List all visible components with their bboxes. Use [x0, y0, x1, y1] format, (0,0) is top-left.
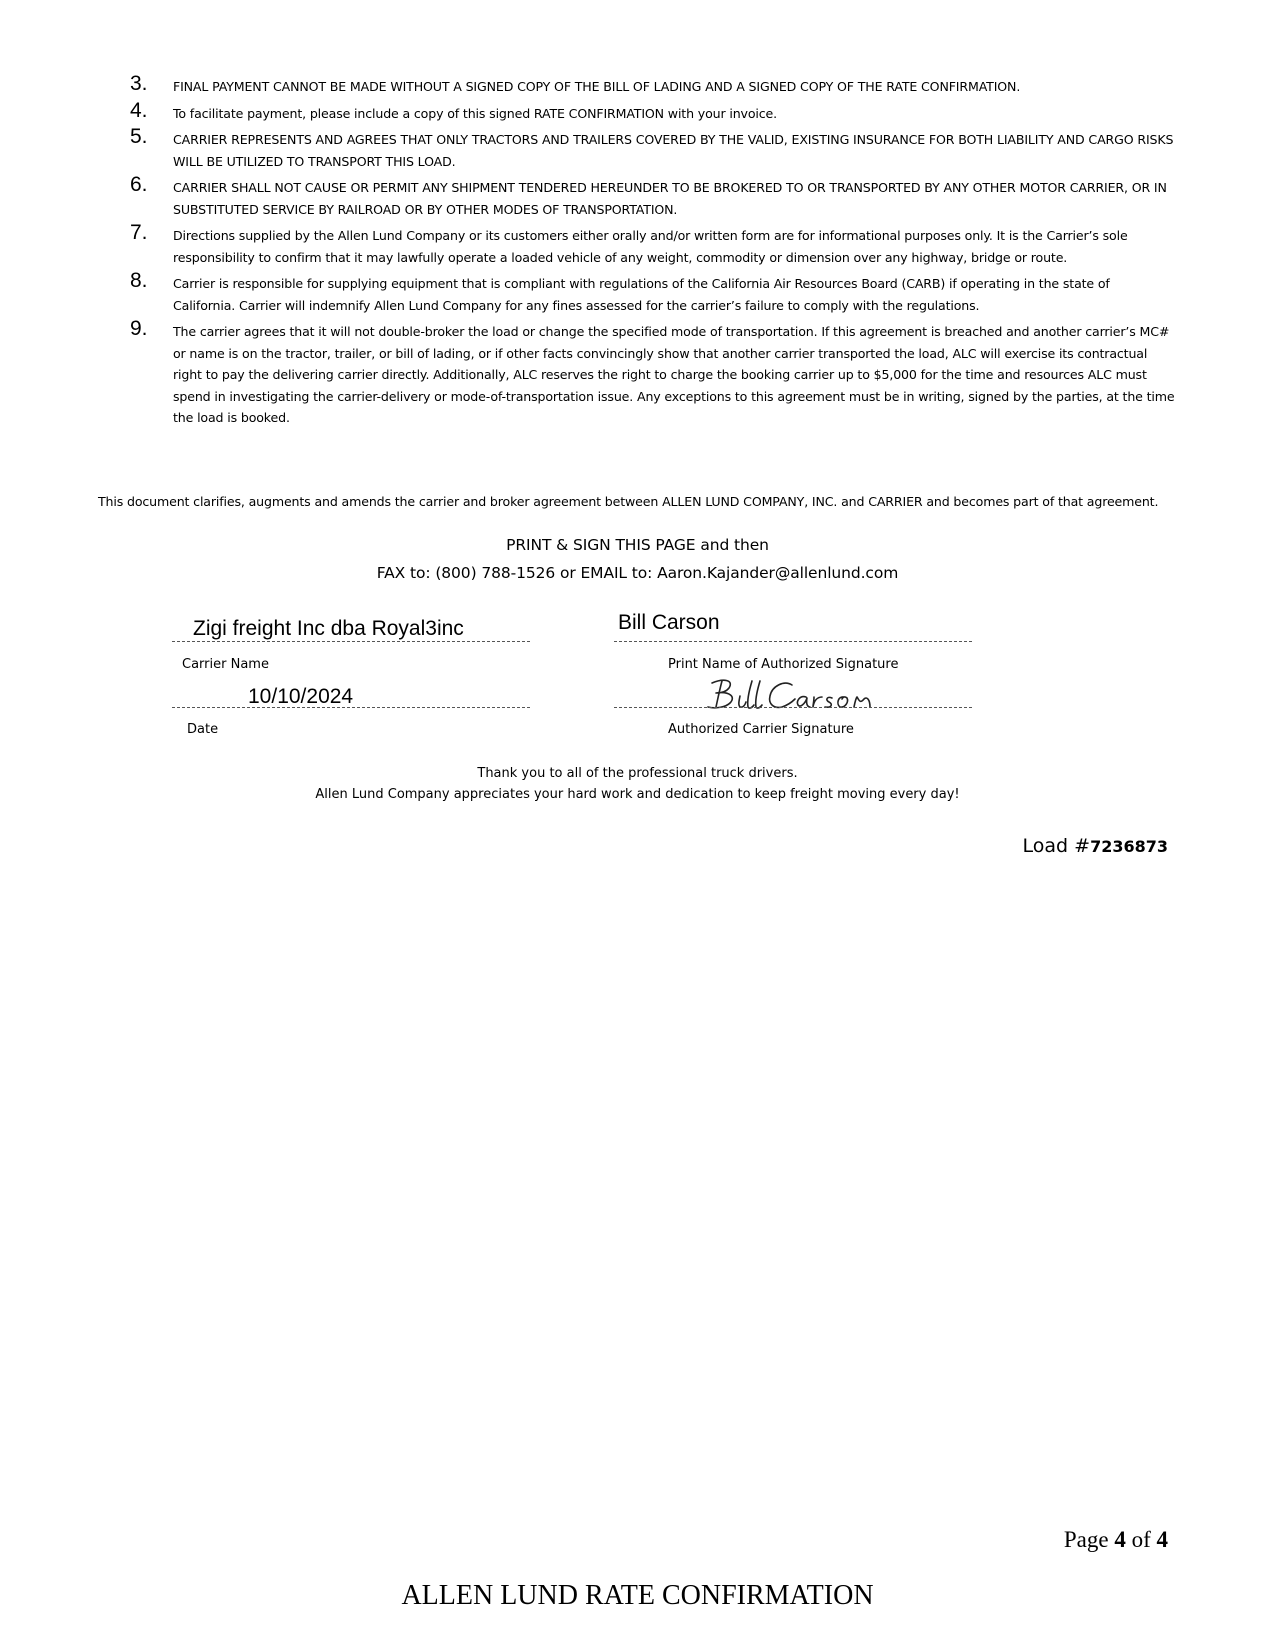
term-number: 7.	[130, 221, 148, 244]
term-text: CARRIER REPRESENTS AND AGREES THAT ONLY TRACTORS AND TRAILERS COVERED BY THE VALID, EXISTING INSURANCE FOR BOTH LIABILITY AND CARGO RISKS WILL BE UTILIZED TO TRANSPORT THIS LOAD.	[173, 132, 1174, 169]
term-item	[130, 221, 1175, 268]
signature-label: Authorized Carrier Signature	[668, 722, 854, 737]
term-number: 5.	[130, 125, 148, 148]
terms-list	[130, 72, 1175, 434]
term-text: FINAL PAYMENT CANNOT BE MADE WITHOUT A SIGNED COPY OF THE BILL OF LADING AND A SIGNED COPY OF THE RATE CONFIRMATION.	[173, 79, 1021, 94]
load-number-value: 7236873	[1090, 837, 1168, 856]
footer-title: ALLEN LUND RATE CONFIRMATION	[401, 1580, 874, 1611]
load-number	[1023, 835, 1168, 857]
print-name-label: Print Name of Authorized Signature	[668, 657, 899, 672]
print-sign-instruction: PRINT & SIGN THIS PAGE and then	[506, 536, 769, 554]
term-text: To facilitate payment, please include a copy of this signed RATE CONFIRMATION with your invoice.	[173, 105, 777, 121]
thanks-line-1: Thank you to all of the professional truck drivers.	[477, 766, 798, 781]
term-number: 6.	[130, 173, 148, 196]
term-item	[130, 98, 1175, 125]
agreement-clarification: This document clarifies, augments and amends the carrier and broker agreement between ALLEN LUND COMPANY, INC. and CARRIER and becomes part of that agreement.	[98, 494, 1159, 509]
term-number: 9.	[130, 317, 148, 340]
term-number: 8.	[130, 269, 148, 292]
term-item	[130, 72, 1175, 98]
print-name-line	[614, 641, 972, 642]
date-line	[172, 707, 530, 708]
term-text: The carrier agrees that it will not double-broker the load or change the specified mode of transportation. If this agreement is breached and another carrier’s MC# or name is on the tractor, trailer, or bill of lading, or if other facts convincingly show that another carrier transported the load, ALC will exercise its contractual right to pay the delivering carrier directly. Additionally, ALC reserves the right to charge the booking carrier up to $5,000 for the time and resources ALC must spend in investigating the carrier-delivery or mode-of-transportation issue. Any exceptions to this agreement must be in writing, signed by the parties, at the time the load is booked.	[173, 324, 1175, 425]
carrier-name-line	[172, 641, 530, 642]
term-text: CARRIER SHALL NOT CAUSE OR PERMIT ANY SHIPMENT TENDERED HEREUNDER TO BE BROKERED TO OR TRANSPORTED BY ANY OTHER MOTOR CARRIER, OR IN SUBSTITUTED SERVICE BY RAILROAD OR BY OTHER MODES OF TRANSPORTATION.	[173, 180, 1167, 217]
carrier-name-value: Zigi freight Inc dba Royal3inc	[193, 617, 464, 640]
term-item	[130, 317, 1175, 429]
term-number: 3.	[130, 72, 148, 95]
term-text: Carrier is responsible for supplying equipment that is compliant with regulations of the California Air Resources Board (CARB) if operating in the state of California. Carrier will indemnify Allen Lund Company for any fines assessed for the carrier’s failure to comply with the regulations.	[173, 276, 1110, 313]
fax-email-instruction: FAX to: (800) 788-1526 or EMAIL to: Aaron.Kajander@allenlund.com	[376, 564, 899, 582]
page-prefix: Page	[1063, 1527, 1115, 1552]
term-text: Directions supplied by the Allen Lund Company or its customers either orally and/or written form are for informational purposes only. It is the Carrier’s sole responsibility to confirm that it may lawfully operate a loaded vehicle of any weight, commodity or dimension over any highway, bridge or route.	[173, 228, 1128, 265]
carrier-name-label: Carrier Name	[182, 657, 269, 672]
handwritten-signature	[700, 676, 900, 716]
term-number: 4.	[130, 98, 148, 122]
print-name-value: Bill Carson	[618, 611, 720, 634]
term-item	[130, 125, 1175, 172]
page-number	[1064, 1527, 1168, 1553]
page-total: 4	[1156, 1527, 1168, 1552]
page-middle: of	[1125, 1527, 1157, 1552]
date-value: 10/10/2024	[248, 685, 354, 708]
load-label: Load #	[1022, 835, 1091, 857]
signature-line	[614, 707, 972, 708]
page-current: 4	[1114, 1527, 1126, 1552]
date-label: Date	[187, 722, 219, 737]
term-item	[130, 269, 1175, 316]
thanks-line-2: Allen Lund Company appreciates your hard work and dedication to keep freight moving every day!	[315, 787, 960, 802]
term-item	[130, 173, 1175, 220]
